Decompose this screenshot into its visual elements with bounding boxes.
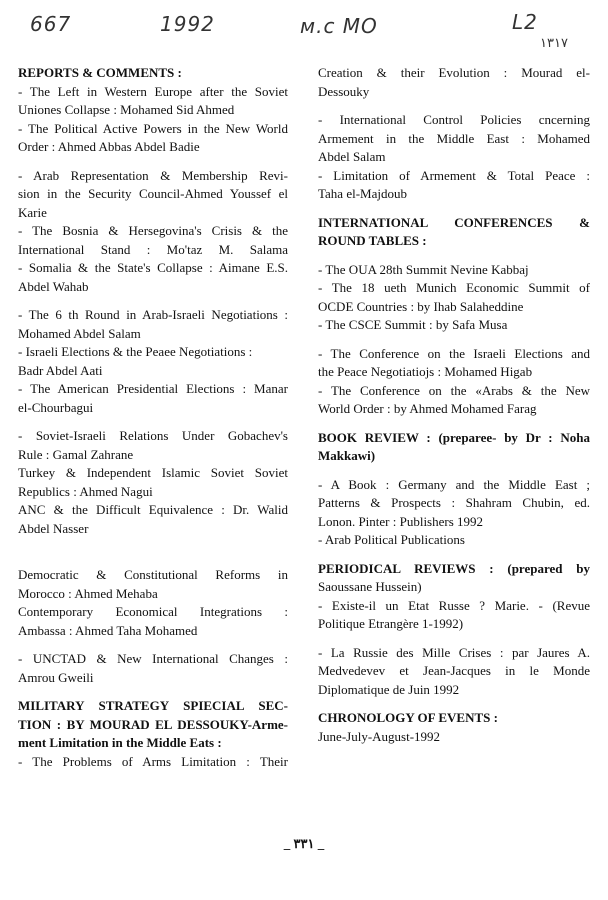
handwritten-number: 667 — [30, 12, 72, 36]
section-heading-line: ment Limitation in the Middle Eats : — [18, 735, 222, 750]
entry-line: - Limitation of Armement & Total Peace : — [318, 167, 590, 183]
entry-line: Badr Abdel Aati — [18, 362, 103, 378]
spacer — [318, 419, 590, 429]
entry-line: Karie — [18, 204, 47, 220]
spacer — [18, 296, 288, 306]
entry-line: Lonon. Pinter : Publishers 1992 — [318, 513, 484, 529]
entry-line: - A Book : Germany and the Middle East ; — [318, 476, 590, 492]
entry-line: OCDE Countries : by Ihab Salaheddine — [318, 298, 524, 314]
right-column — [318, 64, 590, 746]
handwritten-reference: L2 — [512, 10, 538, 34]
entry-line: - La Russie des Mille Crises : par Jaures A. — [318, 644, 590, 660]
entry-line: - Soviet-Israeli Relations Under Gobachev's — [18, 428, 288, 443]
spacer — [318, 699, 590, 709]
entry-line: Uniones Collapse : Mohamed Sid Ahmed — [18, 102, 235, 117]
handwritten-code: м.c MO — [300, 14, 378, 38]
entry-line: Rule : Gamal Zahrane — [18, 446, 134, 462]
entry-line: - Existe-il un Etat Russe ? Marie. - (Revue — [318, 597, 590, 613]
handwritten-year: 1992 — [160, 12, 215, 36]
entry-line: Taha el-Majdoub — [318, 186, 407, 201]
section-heading-line: REPORTS & COMMENTS : — [18, 65, 182, 80]
page-number: _ ٣٣١ _ — [283, 836, 325, 851]
entry-line: - The 6 th Round in Arab-Israeli Negotiations : — [18, 307, 288, 322]
spacer — [318, 335, 590, 345]
section-heading-line: CHRONOLOGY OF EVENTS : — [318, 710, 498, 725]
section-heading-line: INTERNATIONAL CONFERENCES & — [318, 214, 590, 230]
entry-line: Turkey & Independent Islamic Soviet Soviet — [18, 465, 288, 480]
entry-line: Dessouky — [318, 83, 370, 99]
entry-line: Diplomatique de Juin 1992 — [318, 681, 460, 697]
section-heading-line: TION : BY MOURAD EL DESSOUKY-Arme- — [18, 716, 288, 732]
entry-line: - Somalia & the State's Collapse : Aimane E.S. — [18, 260, 288, 275]
entry-line: - The Left in Western Europe after the Soviet — [18, 83, 288, 99]
handwritten-reference-sub: ١٣١٧ — [540, 36, 568, 51]
entry-line: Democratic & Constitutional Reforms in — [18, 567, 288, 582]
entry-line: Contemporary Economical Integrations : — [18, 604, 288, 619]
entry-line: - The Conference on the Israeli Elections and — [318, 345, 590, 361]
entry-line: Politique Etrangère 1-1992) — [318, 616, 464, 631]
entry-line: June-July-August-1992 — [318, 728, 441, 744]
entry-line: Patterns & Prospects : Shahram Chubin, ed. — [318, 495, 590, 510]
entry-line: - International Control Policies cncerning — [318, 112, 590, 127]
left-column — [18, 64, 288, 771]
entry-line: Creation & their Evolution : Mourad el- — [318, 65, 590, 80]
spacer — [18, 157, 288, 167]
spacer — [318, 550, 590, 560]
entry-line: - The American Presidential Elections : Manar — [18, 381, 288, 396]
section-heading-line: BOOK REVIEW : (preparee- by Dr : Noha — [318, 429, 590, 445]
entry-line: - The Political Active Powers in the New World — [18, 120, 288, 136]
spacer — [318, 634, 590, 644]
entry-line: - Arab Representation & Membership Revi- — [18, 167, 288, 183]
entry-line: Ambassa : Ahmed Taha Mohamed — [18, 622, 198, 638]
section-heading-line: ROUND TABLES : — [318, 233, 427, 248]
entry-line: Order : Ahmed Abbas Abdel Badie — [18, 139, 200, 154]
entry-line: Mohamed Abdel Salam — [18, 325, 141, 341]
entry-line: - The Conference on the «Arabs & the New — [318, 382, 590, 398]
section-heading-line: PERIODICAL REVIEWS : (prepared by — [318, 560, 590, 576]
entry-line: el-Chourbagui — [18, 399, 94, 415]
spacer — [18, 640, 288, 650]
entry-line: - The Problems of Arms Limitation : Their — [18, 753, 288, 769]
entry-line: Armement in the Middle East : Mohamed — [318, 130, 590, 146]
entry-line: International Stand : Mo'taz M. Salama — [18, 241, 288, 257]
spacer — [318, 251, 590, 261]
entry-line: World Order : by Ahmed Mohamed Farag — [318, 401, 537, 416]
entry-line: - Arab Political Publications — [318, 532, 465, 547]
entry-line: Abdel Wahab — [18, 278, 89, 294]
entry-line: Republics : Ahmed Nagui — [18, 483, 153, 499]
entry-line: - The OUA 28th Summit Nevine Kabbaj — [318, 261, 529, 277]
entry-line: - The 18 ueth Munich Economic Summit of — [318, 280, 590, 295]
spacer — [18, 417, 288, 427]
entry-line: Abdel Nasser — [18, 520, 89, 536]
entry-line: Morocco : Ahmed Mehaba — [18, 585, 158, 601]
entry-line: Amrou Gweili — [18, 669, 94, 685]
entry-line: - Israeli Elections & the Peaee Negotiations : — [18, 344, 253, 359]
section-heading-line: MILITARY STRATEGY SPIECIAL SEC- — [18, 698, 288, 713]
entry-line: Medvedevev et Jean-Jacques in le Monde — [318, 663, 590, 678]
entry-line: Abdel Salam — [318, 149, 386, 164]
spacer — [318, 101, 590, 111]
entry-line: sion in the Security Council-Ahmed Youssef el — [18, 186, 288, 201]
spacer — [18, 538, 288, 566]
entry-line: ANC & the Difficult Equivalence : Dr. Walid — [18, 502, 288, 517]
spacer — [318, 204, 590, 214]
spacer — [18, 687, 288, 697]
entry-line: - The CSCE Summit : by Safa Musa — [318, 317, 508, 332]
entry-line: - UNCTAD & New International Changes : — [18, 651, 288, 666]
section-heading-line: Makkawi) — [318, 448, 376, 463]
entry-line: the Peace Negotiatiojs : Mohamed Higab — [318, 364, 533, 379]
spacer — [318, 466, 590, 476]
entry-line: Saoussane Hussein) — [318, 579, 422, 594]
entry-line: - The Bosnia & Hersegovina's Crisis & the — [18, 223, 288, 238]
